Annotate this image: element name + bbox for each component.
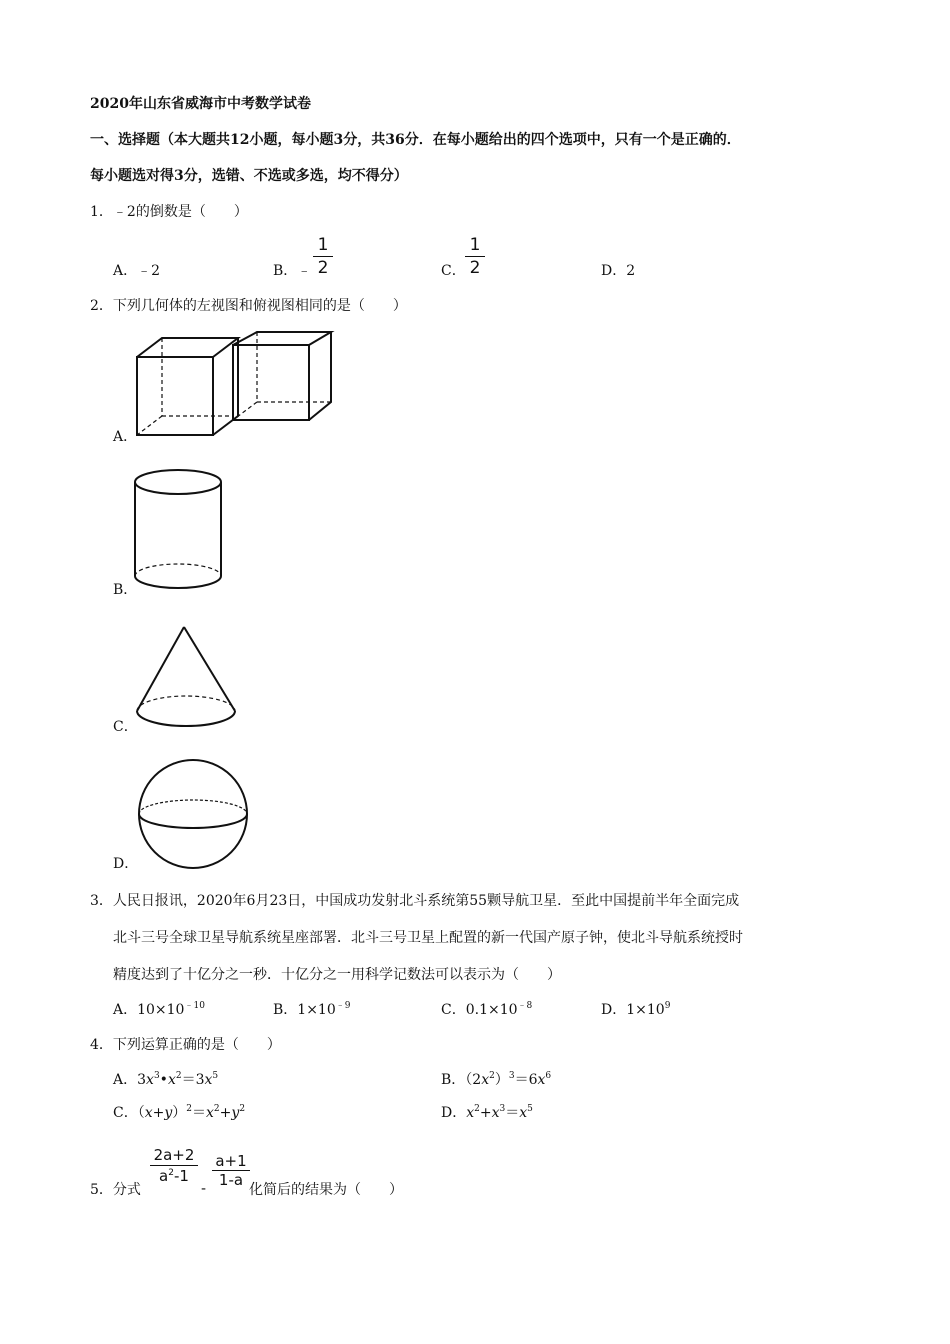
- q1-option-c-fraction: [465, 235, 485, 278]
- var: x: [167, 1072, 176, 1088]
- q3-option-a-exponent: ﹣10: [184, 1001, 205, 1011]
- q1-option-b-numerator: 1: [317, 235, 329, 255]
- cylinder-figure: [130, 466, 230, 598]
- text: •: [159, 1072, 168, 1088]
- text: ＝: [505, 1105, 520, 1121]
- q2-stem: 2．下列几何体的左视图和俯视图相同的是（ ）: [90, 298, 407, 314]
- text: ）: [172, 1105, 187, 1121]
- text: C．（: [113, 1105, 145, 1121]
- exp: 2: [239, 1104, 246, 1114]
- fraction-bar: [465, 256, 485, 257]
- q4-option-c: [113, 1104, 245, 1122]
- text: ＝6: [514, 1072, 538, 1088]
- q3-option-d-base: D．1×10: [601, 1002, 665, 1018]
- var: x: [204, 1072, 213, 1088]
- text: +: [152, 1105, 165, 1121]
- var: x: [146, 1072, 154, 1088]
- var: x: [519, 1105, 528, 1121]
- q5-prefix: 5．分式: [90, 1182, 141, 1198]
- q5-fraction-1: [150, 1146, 198, 1185]
- q5-suffix: 化简后的结果为（ ）: [249, 1182, 403, 1198]
- section-instructions-line1: 一、选择题（本大题共12小题，每小题3分，共36分．在每小题给出的四个选项中，只有一个是正确的．: [90, 132, 741, 148]
- text: +: [479, 1105, 492, 1121]
- q5-minus: -: [201, 1181, 207, 1197]
- q3-option-d-exponent: 9: [664, 1001, 671, 1011]
- text: +: [219, 1105, 232, 1121]
- fraction-bar: [150, 1165, 198, 1166]
- var: x: [481, 1072, 490, 1088]
- q3-option-c-base: C．0.1×10: [441, 1002, 518, 1018]
- q3-stem-line2: 北斗三号全球卫星导航系统星座部署．北斗三号卫星上配置的新一代国产原子钟，使北斗导航系统授时: [113, 930, 743, 946]
- den-exp: 2: [168, 1168, 174, 1178]
- q2-option-c: C．: [113, 719, 138, 735]
- q4-stem: 4．下列运算正确的是（ ）: [90, 1037, 281, 1053]
- exp: 2: [489, 1071, 495, 1081]
- text: ＝: [192, 1105, 207, 1121]
- q3-option-c-exponent: ﹣8: [517, 1001, 533, 1011]
- exp: 2: [175, 1071, 182, 1081]
- q1-option-c-numerator: 1: [469, 235, 481, 255]
- den-var: a: [159, 1167, 169, 1185]
- var: y: [164, 1105, 173, 1121]
- q1-option-a: A．﹣2: [113, 263, 161, 279]
- exp: 6: [545, 1071, 552, 1081]
- den-rest: -1: [173, 1167, 189, 1185]
- q5-fraction-2-denominator: 1-a: [218, 1171, 244, 1189]
- exp: 2: [186, 1104, 193, 1114]
- q2-option-d: D．: [113, 856, 139, 872]
- q1-option-b-prefix: B．﹣: [273, 263, 312, 279]
- exp: 3: [508, 1071, 515, 1081]
- exp: 3: [499, 1104, 506, 1114]
- q3-stem-line1: 3．人民日报讯，2020年6月23日，中国成功发射北斗系统第55颗导航卫星．至此中国提前半年全面完成: [90, 893, 740, 909]
- q2-option-b: B．: [113, 582, 138, 598]
- var: x: [144, 1105, 153, 1121]
- q1-stem: 1．﹣2的倒数是（ ）: [90, 204, 248, 220]
- exp: 2: [213, 1104, 220, 1114]
- text: A．3: [113, 1072, 147, 1088]
- q3-option-b-base: B．1×10: [273, 1002, 336, 1018]
- exp: 5: [212, 1071, 219, 1081]
- text: ＝3: [181, 1072, 205, 1088]
- exp: 5: [527, 1104, 533, 1114]
- section-instructions-line2: 每小题选对得3分，选错、不选或多选，均不得分）: [90, 168, 408, 184]
- q3-option-a-base: A．10×10: [113, 1002, 185, 1018]
- q1-option-b-fraction: [313, 235, 333, 278]
- q3-option-b-exponent: ﹣9: [335, 1001, 351, 1011]
- q1-option-c-prefix: C．: [441, 263, 466, 279]
- q3-stem-line3: 精度达到了十亿分之一秒．十亿分之一用科学记数法可以表示为（ ）: [113, 967, 561, 983]
- q2-option-a: A．: [113, 429, 138, 445]
- fraction-bar: [313, 256, 333, 257]
- q4-option-d: [441, 1104, 533, 1122]
- text: ）: [494, 1072, 509, 1088]
- sphere-figure: [130, 758, 254, 872]
- q4-option-b: [441, 1071, 551, 1089]
- var: x: [206, 1105, 214, 1121]
- q1-option-c-denominator: 2: [469, 258, 481, 278]
- cone-figure: [130, 622, 242, 734]
- q5-fraction-2-numerator: a+1: [215, 1152, 247, 1170]
- q1-option-d: D．2: [601, 263, 636, 279]
- var: x: [537, 1072, 546, 1088]
- var: x: [491, 1105, 500, 1121]
- q5-fraction-1-numerator: 2a+2: [153, 1146, 195, 1164]
- text: D．: [441, 1105, 467, 1121]
- q3-option-d: [601, 1001, 670, 1019]
- q4-option-a: [113, 1071, 218, 1089]
- q5-fraction-1-denominator: [150, 1167, 198, 1185]
- var: y: [231, 1105, 240, 1121]
- exp: 3: [153, 1071, 160, 1081]
- text: B．（2: [441, 1072, 482, 1088]
- q5-fraction-2: [212, 1153, 250, 1188]
- exam-title: 2020年山东省威海市中考数学试卷: [90, 96, 311, 112]
- q3-option-c: [441, 1001, 532, 1019]
- q3-option-a: [113, 1001, 205, 1019]
- q1-option-b-denominator: 2: [317, 258, 329, 278]
- var: x: [466, 1105, 475, 1121]
- q3-option-b: [273, 1001, 350, 1019]
- two-cubes-figure: [130, 330, 340, 440]
- exp: 2: [474, 1104, 480, 1114]
